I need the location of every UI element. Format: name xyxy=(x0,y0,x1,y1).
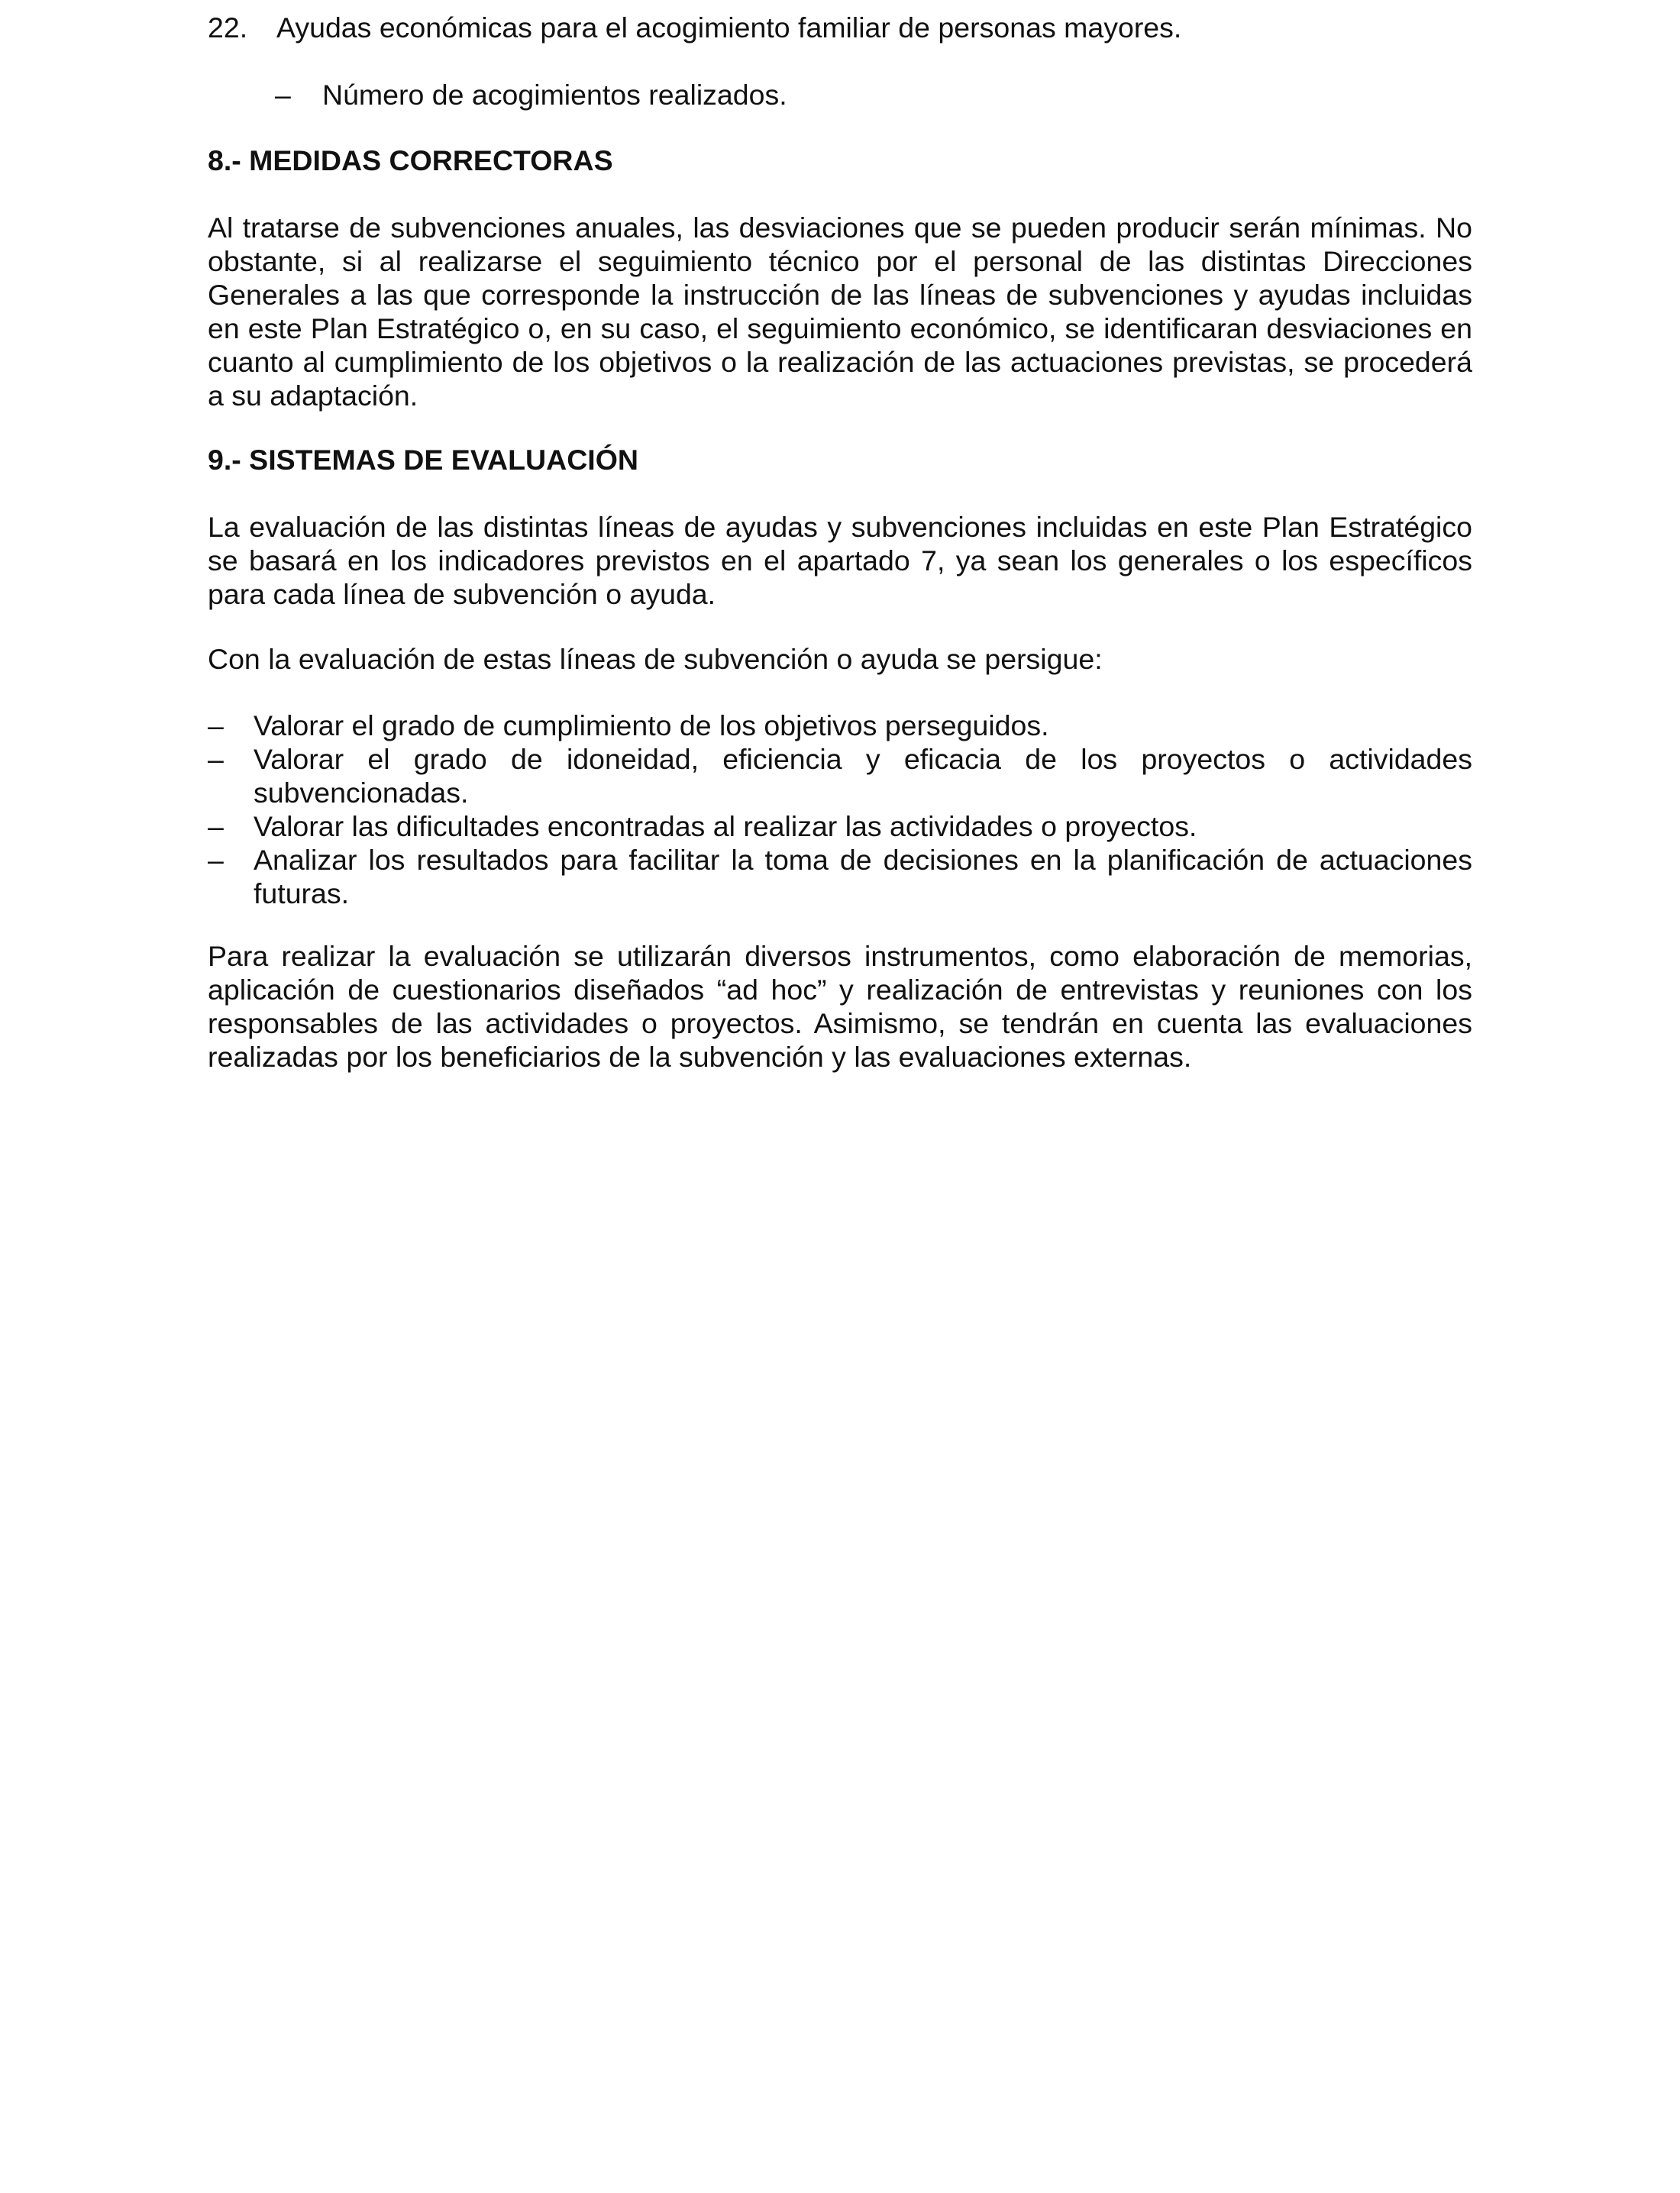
section-9-heading: 9.- SISTEMAS DE EVALUACIÓN xyxy=(208,444,638,476)
list-item-text: Ayudas económicas para el acogimiento familiar de personas mayores. xyxy=(276,11,1182,44)
dash-bullet: – xyxy=(208,844,224,876)
indicator-text: Número de acogimientos realizados. xyxy=(322,79,787,111)
list-item-text: Analizar los resultados para facilitar la toma de decisiones en la planificación de actuaciones futuras. xyxy=(254,844,1472,909)
indicator-subitem xyxy=(275,78,787,111)
dash-bullet: – xyxy=(208,709,224,741)
objectives-list xyxy=(208,709,1472,910)
dash-bullet: – xyxy=(208,810,224,842)
dash-bullet: – xyxy=(208,743,224,775)
list-item-text: Valorar las dificultades encontradas al realizar las actividades o proyectos. xyxy=(254,810,1197,842)
list-item-text: Valorar el grado de idoneidad, eficiencia y eficacia de los proyectos o actividades subvencionadas. xyxy=(254,743,1472,809)
section-9-paragraph-1: La evaluación de las distintas líneas de ayudas y subvenciones incluidas en este Plan Estratégico se basará en los indicadores previstos en el apartado 7, ya sean los generales o los específicos para cada línea de subvención o ayuda. xyxy=(208,511,1472,610)
dash-bullet: – xyxy=(275,79,291,111)
section-8-heading: 8.- MEDIDAS CORRECTORAS xyxy=(208,144,613,176)
section-9-paragraph-2: Con la evaluación de estas líneas de subvención o ayuda se persigue: xyxy=(208,643,1103,675)
list-item-number: 22. xyxy=(208,11,248,44)
list-item-text: Valorar el grado de cumplimiento de los objetivos perseguidos. xyxy=(254,709,1049,741)
list-item xyxy=(208,742,1472,809)
section-9-paragraph-3: Para realizar la evaluación se utilizarán diversos instrumentos, como elaboración de memorias, aplicación de cuestionarios diseñados “ad hoc” y realización de entrevistas y reuniones con los responsables de las actividades o proyectos. Asimismo, se tendrán en cuenta las evaluaciones realizadas por los beneficiarios de la subvención y las evaluaciones externas. xyxy=(208,940,1472,1073)
list-item xyxy=(208,843,1472,910)
list-item xyxy=(208,809,1472,843)
list-item xyxy=(208,709,1472,742)
section-8-paragraph: Al tratarse de subvenciones anuales, las desviaciones que se pueden producir serán mínimas. No obstante, si al realizarse el seguimiento técnico por el personal de las distintas Direcciones Generales a las que corresponde la instrucción de las líneas de subvenciones y ayudas incluidas en este Plan Estratégico o, en su caso, el seguimiento económico, se identificaran desviaciones en cuanto al cumplimiento de los objetivos o la realización de las actuaciones previstas, se procederá a su adaptación. xyxy=(208,212,1472,412)
